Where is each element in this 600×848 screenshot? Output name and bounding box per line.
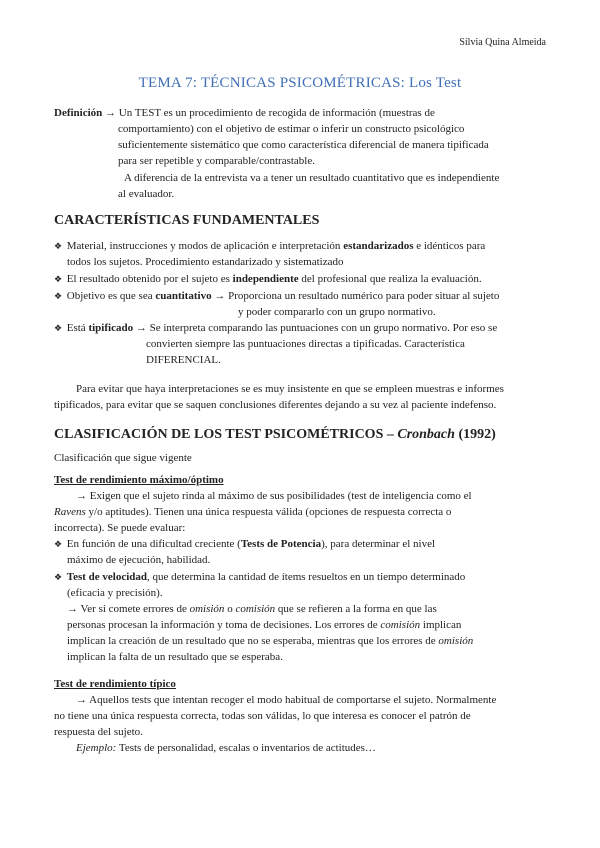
section-heading-classification: CLASIFICACIÓN DE LOS TEST PSICOMÉTRICOS – Cronbach (1992) [54,427,496,442]
paragraph-line: no tiene una única respuesta correcta, todas son válidas, lo que interesa es conocer el patrón de [54,710,471,722]
subheading-max-performance: Test de rendimiento máximo/óptimo [54,474,224,486]
bullet-continuation: y poder compararlo con un grupo normativo. [238,306,436,318]
bullet-continuation: convierten siempre las puntuaciones directas a tipificadas. Característica [146,338,465,350]
diamond-bullet-icon: ❖ [54,291,63,301]
paragraph-line: → Ver si comete errores de omisión o comisión que se refieren a la forma en que las [67,603,437,615]
definition-line-3: suficientemente sistemático que como característica diferencial de manera tipificada [118,139,489,151]
diamond-bullet-icon: ❖ [54,572,63,582]
paragraph-line: → Exigen que el sujeto rinda al máximo de sus posibilidades (test de inteligencia como el [76,490,472,502]
diamond-bullet-icon: ❖ [54,241,63,251]
definition-label: Definición [54,107,103,119]
diamond-bullet-icon: ❖ [54,274,63,284]
classification-intro: Clasificación que sigue vigente [54,452,192,464]
definition-line-4: para ser repetible y comparable/contrastable. [118,155,315,167]
definition-line-2: comportamiento) con el objetivo de estimar o inferir un constructo psicológico [118,123,465,135]
paragraph-line: Para evitar que haya interpretaciones se es muy insistente en que se empleen muestras e informes [76,383,504,395]
bullet-continuation: DIFERENCIAL. [146,354,221,366]
bullet-item: ❖ Objetivo es que sea cuantitativo → Proporciona un resultado numérico para poder situar al sujeto [54,290,500,302]
arrow-icon: → [105,107,117,119]
paragraph-line: tipificados, para evitar que se saquen conclusiones diferentes dejando a su vez al paciente indefenso. [54,399,497,411]
definition-line-6: al evaluador. [118,188,175,200]
example-line: Ejemplo: Tests de personalidad, escalas o inventarios de actitudes… [76,742,376,754]
bullet-item: ❖ El resultado obtenido por el sujeto es independiente del profesional que realiza la evaluación. [54,273,482,285]
diamond-bullet-icon: ❖ [54,323,63,333]
paragraph-line: respuesta del sujeto. [54,726,143,738]
bullet-item: ❖ Material, instrucciones y modos de aplicación e interpretación estandarizados e idénticos para todos los sujetos. Procedimiento estandarizado y sistematizado [54,240,486,268]
author-header: Silvia Quina Almeida [459,37,546,48]
subheading-typical-performance: Test de rendimiento típico [54,678,176,690]
page-title: TEMA 7: TÉCNICAS PSICOMÉTRICAS: Los Test [138,75,462,91]
paragraph-line: implican la creación de un resultado que no se esperaba, mientras que los errores de omisión [67,635,474,647]
definition-line-5: A diferencia de la entrevista va a tener un resultado cuantitativo que es independiente [124,172,500,184]
paragraph-line: incorrecta). Se puede evaluar: [54,522,186,534]
paragraph-line: personas procesan la información y toma de decisiones. Los errores de comisión implican [67,619,462,631]
paragraph-line: → Aquellos tests que intentan recoger el modo habitual de comportarse el sujeto. Normalmente [76,694,497,706]
bullet-item: ❖ Está tipificado → Se interpreta comparando las puntuaciones con un grupo normativo. Por eso se [54,322,498,334]
diamond-bullet-icon: ❖ [54,539,63,549]
bullet-item: ❖ En función de una dificultad creciente (Tests de Potencia), para determinar el nivel máximo de ejecución, habilidad. [54,538,436,566]
bullet-item: ❖ Test de velocidad, que determina la cantidad de ítems resueltos en un tiempo determinado (eficacia y precisión). [54,571,466,599]
definition-line-1: Definición → Un TEST es un procedimiento de recogida de información (muestras de [54,107,435,119]
paragraph-line: Ravens y/o aptitudes). Tienen una única respuesta válida (opciones de respuesta correcta o [54,506,452,518]
paragraph-line: implican la falta de un resultado que se esperaba. [67,651,283,663]
section-heading-characteristics: CARACTERÍSTICAS FUNDAMENTALES [54,213,320,228]
